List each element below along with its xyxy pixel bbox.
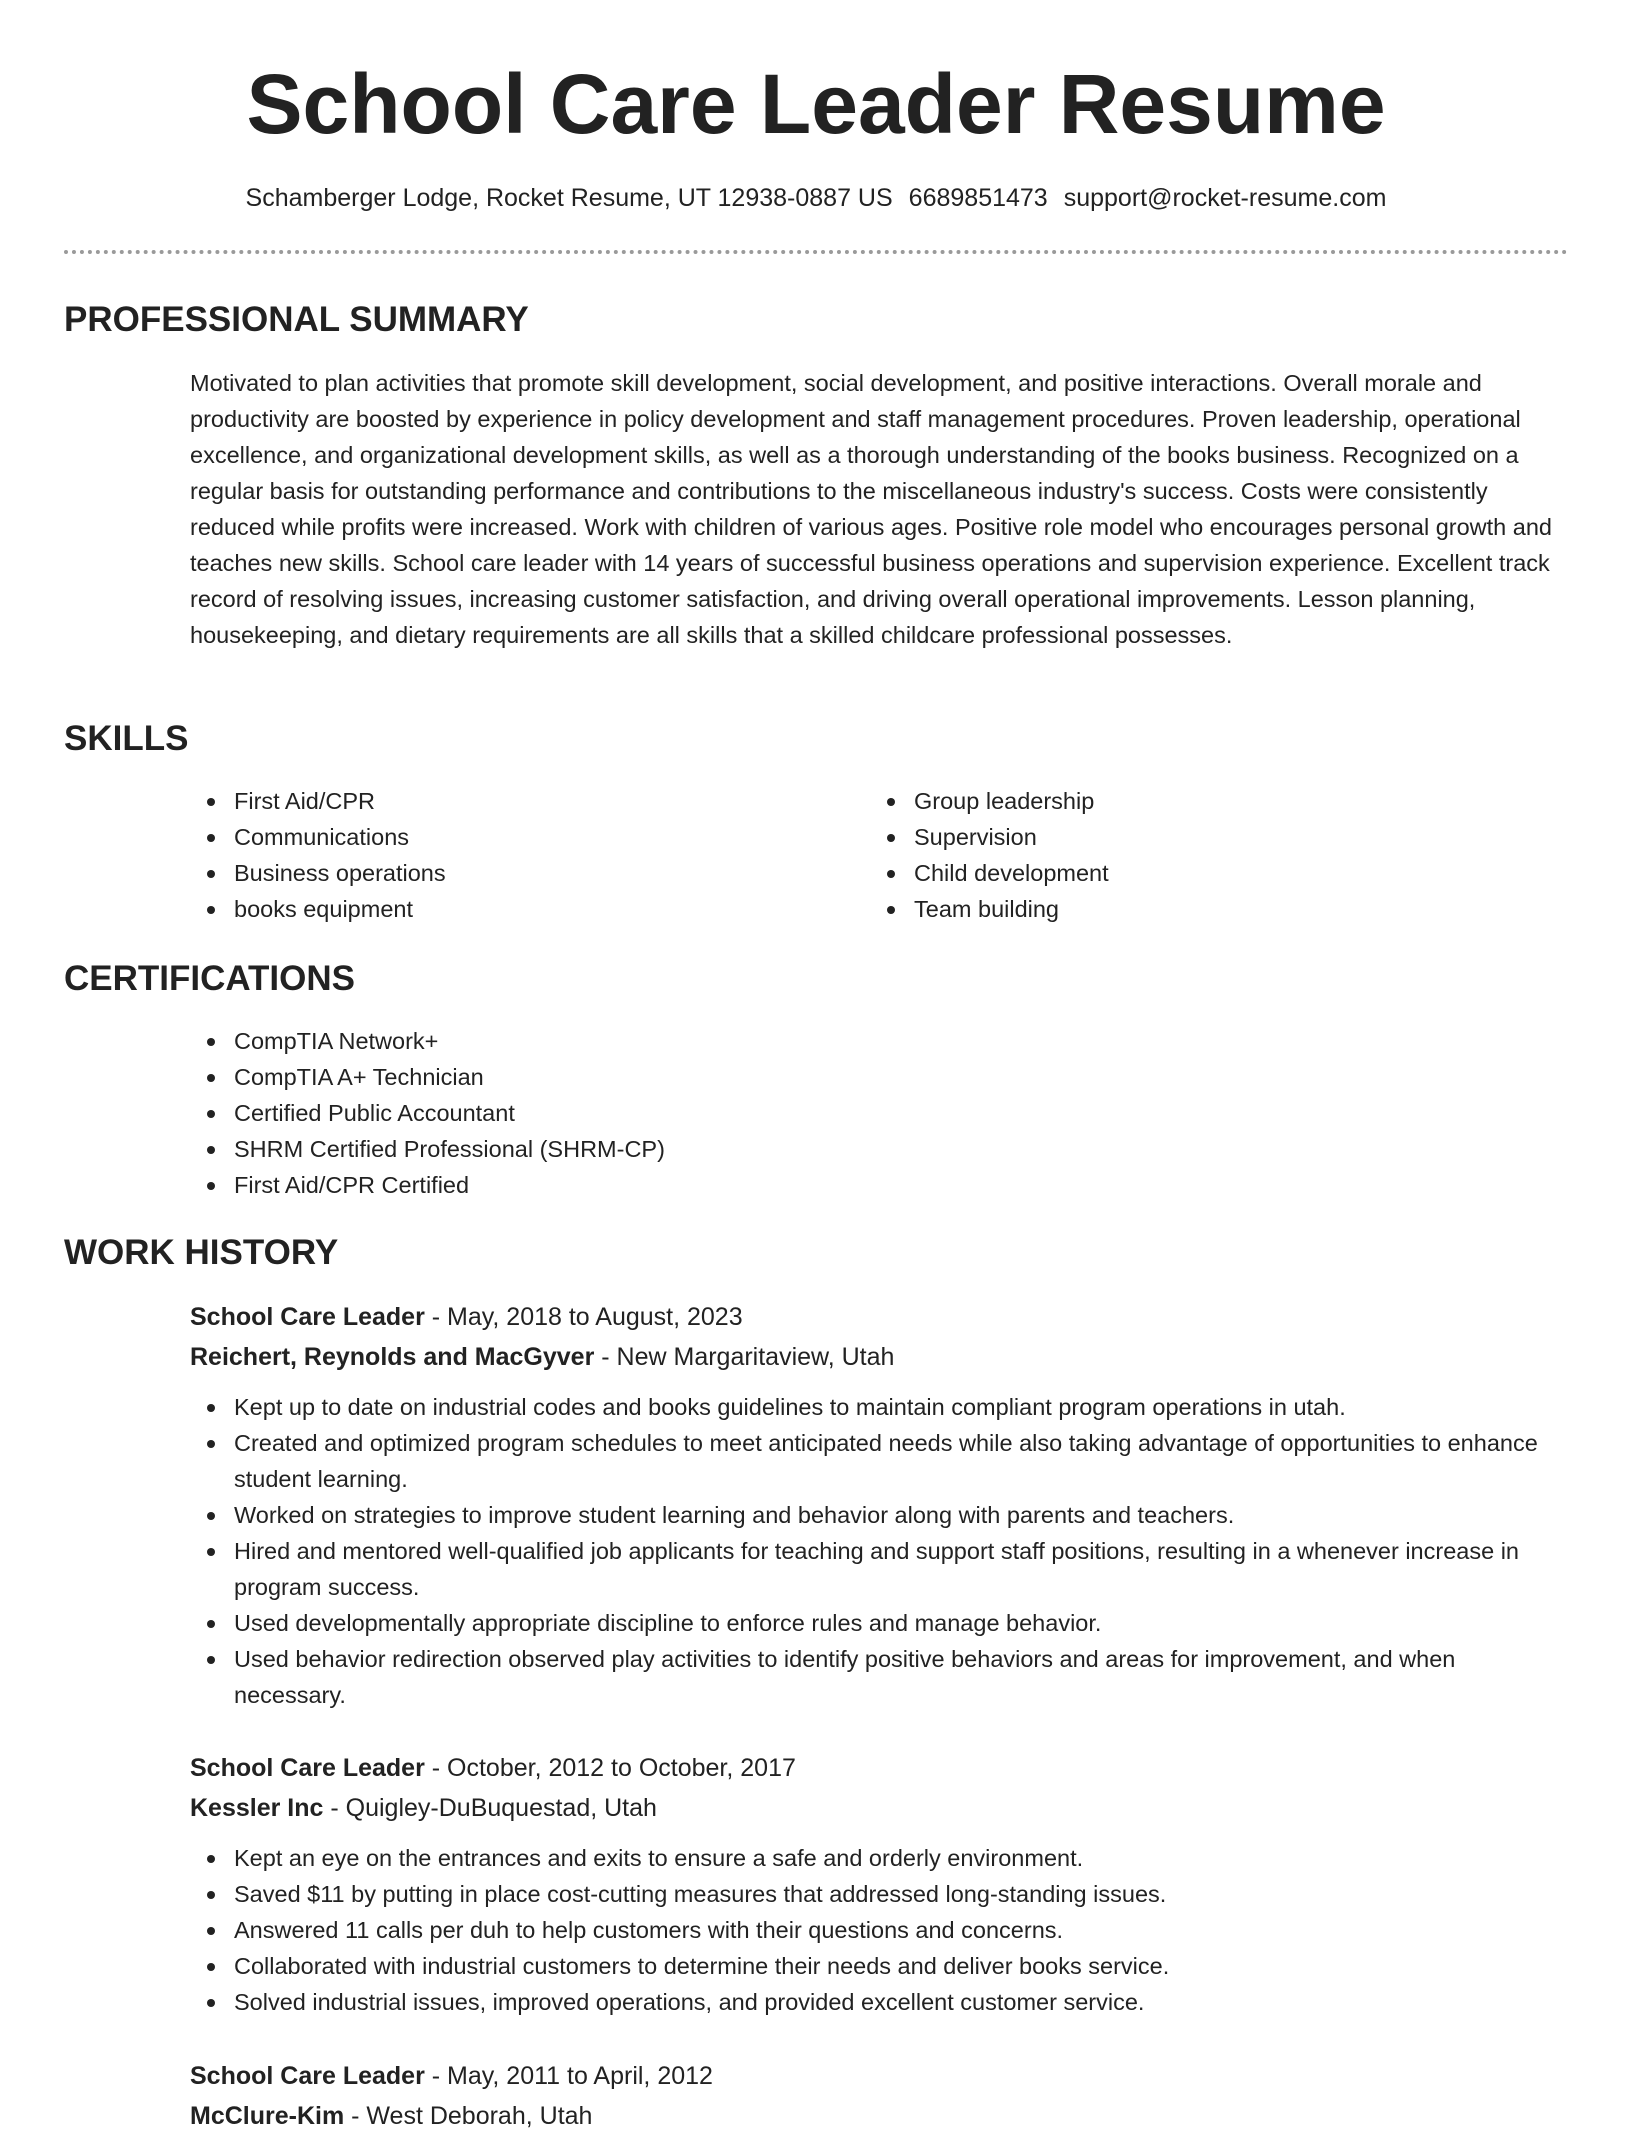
job-company-line [190, 1337, 1570, 1377]
job-dates: - October, 2012 to October, 2017 [424, 1754, 796, 1782]
job-bullet: Hired and mentored well-qualified job applicants for teaching and support staff positions, resulting in a whenever increase in program success. [190, 1533, 1570, 1605]
job-bullet: Answered 11 calls per duh to help customers with their questions and concerns. [190, 1912, 1570, 1948]
job-bullets [190, 1389, 1570, 1713]
skills-list-left [190, 783, 830, 927]
skills-heading: SKILLS [64, 719, 189, 758]
job-title: School Care Leader [190, 2062, 425, 2090]
job-company: Kessler Inc [190, 1794, 324, 1822]
job-title: School Care Leader [190, 1303, 425, 1331]
contact-address: Schamberger Lodge, Rocket Resume, UT 12938-0887 US [245, 184, 893, 212]
certifications-list [190, 1023, 1190, 1203]
job-company-line [190, 1788, 1570, 1828]
skills-list-right [870, 783, 1510, 927]
job-bullet: Kept up to date on industrial codes and books guidelines to maintain compliant program operations in utah. [190, 1389, 1570, 1425]
skill-item: Child development [870, 855, 1510, 891]
skill-item: First Aid/CPR [190, 783, 830, 819]
summary-heading: PROFESSIONAL SUMMARY [64, 300, 529, 339]
job-title-line [190, 1748, 1570, 1788]
job-company-line [190, 2096, 1570, 2136]
work-history-heading: WORK HISTORY [64, 1233, 339, 1272]
job-bullet: Collaborated with industrial customers to determine their needs and deliver books service. [190, 1948, 1570, 1984]
resume-title: School Care Leader Resume [246, 57, 1386, 151]
job-entry [190, 2056, 1570, 2136]
job-bullet: Saved $11 by putting in place cost-cutting measures that addressed long-standing issues. [190, 1876, 1570, 1912]
contact-email: support@rocket-resume.com [1063, 184, 1387, 212]
job-company: Reichert, Reynolds and MacGyver [190, 1343, 595, 1371]
job-entry [190, 1748, 1570, 2020]
skill-item: Team building [870, 891, 1510, 927]
job-title-line [190, 2056, 1570, 2096]
job-company: McClure-Kim [190, 2102, 345, 2130]
job-location: - Quigley-DuBuquestad, Utah [323, 1794, 657, 1822]
job-location: - West Deborah, Utah [344, 2102, 593, 2130]
summary-text: Motivated to plan activities that promote skill development, social development, and positive interactions. Overall morale and productivity are boosted by experience in policy development and staff management procedures. Proven leadership, operational excellence, and organizational development skills, as well as a thorough understanding of the books business. Recognized on a regular basis for outstanding performance and contributions to the miscellaneous industry's success. Costs were consistently reduced while profits were increased. Work with children of various ages. Positive role model who encourages personal growth and teaches new skills. School care leader with 14 years of successful business operations and supervision experience. Excellent track record of resolving issues, increasing customer satisfaction, and driving overall operational improvements. Lesson planning, housekeeping, and dietary requirements are all skills that a skilled childcare professional possesses. [190, 370, 1552, 648]
job-dates: - May, 2018 to August, 2023 [424, 1303, 743, 1331]
job-title: School Care Leader [190, 1754, 425, 1782]
job-bullet: Used behavior redirection observed play activities to identify positive behaviors and areas for improvement, and when necessary. [190, 1641, 1570, 1713]
job-bullets [190, 1840, 1570, 2020]
job-dates: - May, 2011 to April, 2012 [424, 2062, 713, 2090]
job-title-line [190, 1297, 1570, 1337]
certification-item: SHRM Certified Professional (SHRM-CP) [190, 1131, 1190, 1167]
skill-item: Group leadership [870, 783, 1510, 819]
job-bullet: Worked on strategies to improve student learning and behavior along with parents and teachers. [190, 1497, 1570, 1533]
certification-item: CompTIA Network+ [190, 1023, 1190, 1059]
certifications-heading: CERTIFICATIONS [64, 959, 356, 998]
skill-item: books equipment [190, 891, 830, 927]
job-location: - New Margaritaview, Utah [594, 1343, 895, 1371]
skill-item: Communications [190, 819, 830, 855]
contact-line [0, 180, 1632, 216]
certification-item: CompTIA A+ Technician [190, 1059, 1190, 1095]
certification-item: First Aid/CPR Certified [190, 1167, 1190, 1203]
job-entry [190, 1297, 1570, 1713]
contact-phone: 6689851473 [908, 184, 1048, 212]
skill-item: Business operations [190, 855, 830, 891]
certification-item: Certified Public Accountant [190, 1095, 1190, 1131]
header-divider [64, 250, 1568, 254]
job-bullet: Used developmentally appropriate discipline to enforce rules and manage behavior. [190, 1605, 1570, 1641]
job-bullet: Kept an eye on the entrances and exits to ensure a safe and orderly environment. [190, 1840, 1570, 1876]
skill-item: Supervision [870, 819, 1510, 855]
job-bullet: Created and optimized program schedules to meet anticipated needs while also taking advantage of opportunities to enhance student learning. [190, 1425, 1570, 1497]
job-bullet: Solved industrial issues, improved operations, and provided excellent customer service. [190, 1984, 1570, 2020]
